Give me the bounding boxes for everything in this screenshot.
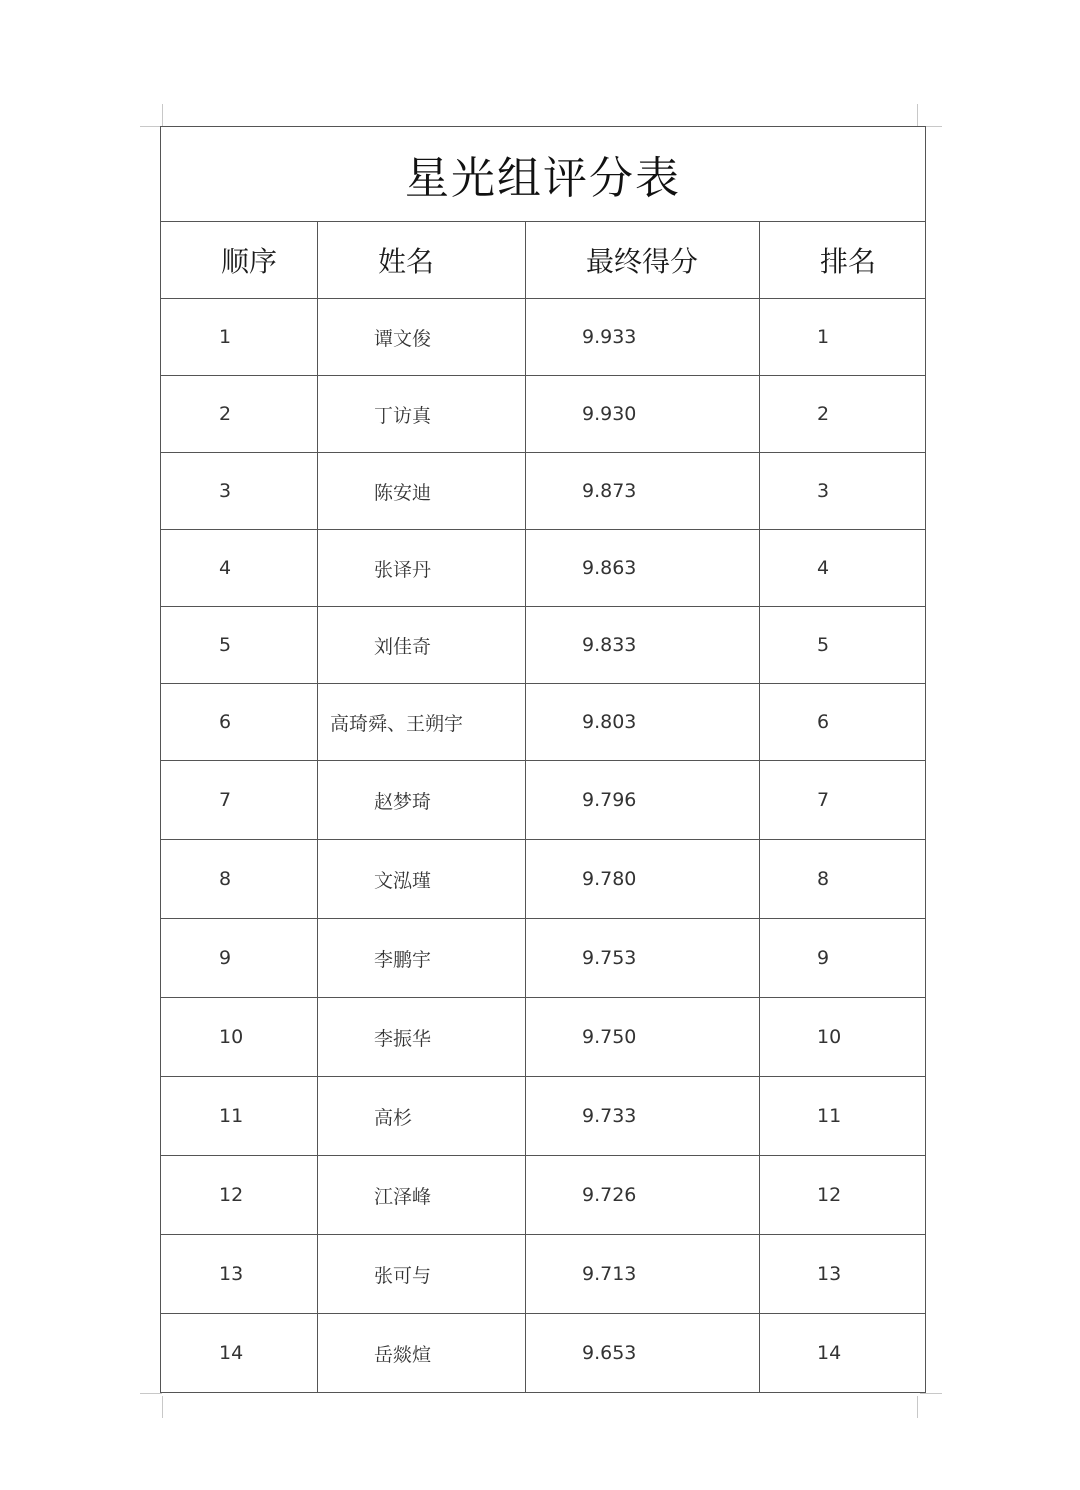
cell-seq: 2	[161, 376, 318, 453]
table-row	[161, 1077, 926, 1156]
cell-name: 李鹏宇	[318, 919, 526, 998]
crop-mark-bottom-left-h	[140, 1393, 162, 1394]
cell-name: 李振华	[318, 998, 526, 1077]
cell-score: 9.930	[526, 376, 760, 453]
table-row	[161, 761, 926, 840]
cell-rank: 9	[760, 919, 926, 998]
table-title: 星光组评分表	[161, 127, 926, 222]
cell-seq: 4	[161, 530, 318, 607]
table-row	[161, 530, 926, 607]
cell-rank: 5	[760, 607, 926, 684]
table-row	[161, 1235, 926, 1314]
cell-seq: 13	[161, 1235, 318, 1314]
header-seq: 顺序	[161, 222, 318, 299]
cell-seq: 9	[161, 919, 318, 998]
cell-seq: 5	[161, 607, 318, 684]
cell-score: 9.753	[526, 919, 760, 998]
cell-score: 9.726	[526, 1156, 760, 1235]
cell-score: 9.653	[526, 1314, 760, 1393]
cell-seq: 12	[161, 1156, 318, 1235]
crop-mark-bottom-right-h	[920, 1393, 942, 1394]
crop-mark-bottom-left-v	[162, 1396, 163, 1418]
cell-score: 9.863	[526, 530, 760, 607]
table-row	[161, 376, 926, 453]
table-row	[161, 1314, 926, 1393]
cell-seq: 10	[161, 998, 318, 1077]
cell-name: 赵梦琦	[318, 761, 526, 840]
cell-score: 9.803	[526, 684, 760, 761]
cell-rank: 11	[760, 1077, 926, 1156]
cell-rank: 10	[760, 998, 926, 1077]
crop-mark-top-right-v	[917, 104, 918, 126]
table-row	[161, 998, 926, 1077]
cell-score: 9.933	[526, 299, 760, 376]
crop-mark-top-left-v	[162, 104, 163, 126]
cell-seq: 14	[161, 1314, 318, 1393]
cell-seq: 6	[161, 684, 318, 761]
table-row	[161, 607, 926, 684]
cell-score: 9.873	[526, 453, 760, 530]
header-rank: 排名	[760, 222, 926, 299]
table-row	[161, 453, 926, 530]
cell-name: 文泓瑾	[318, 840, 526, 919]
cell-rank: 4	[760, 530, 926, 607]
cell-name: 谭文俊	[318, 299, 526, 376]
table-row	[161, 684, 926, 761]
cell-score: 9.733	[526, 1077, 760, 1156]
table-row	[161, 840, 926, 919]
cell-name: 张译丹	[318, 530, 526, 607]
cell-score: 9.833	[526, 607, 760, 684]
table-row	[161, 919, 926, 998]
crop-mark-top-left-h	[140, 126, 162, 127]
cell-name: 陈安迪	[318, 453, 526, 530]
cell-name: 江泽峰	[318, 1156, 526, 1235]
cell-rank: 8	[760, 840, 926, 919]
cell-rank: 7	[760, 761, 926, 840]
table-row	[161, 299, 926, 376]
cell-score: 9.780	[526, 840, 760, 919]
cell-seq: 3	[161, 453, 318, 530]
title-row	[161, 127, 926, 222]
cell-seq: 7	[161, 761, 318, 840]
cell-rank: 14	[760, 1314, 926, 1393]
cell-rank: 3	[760, 453, 926, 530]
header-name: 姓名	[318, 222, 526, 299]
cell-name: 张可与	[318, 1235, 526, 1314]
cell-name: 高琦舜、王朔宇	[318, 684, 526, 761]
cell-score: 9.750	[526, 998, 760, 1077]
cell-seq: 1	[161, 299, 318, 376]
cell-name: 岳燚煊	[318, 1314, 526, 1393]
table-row	[161, 1156, 926, 1235]
score-table	[160, 126, 926, 1393]
cell-rank: 12	[760, 1156, 926, 1235]
cell-seq: 11	[161, 1077, 318, 1156]
cell-name: 高杉	[318, 1077, 526, 1156]
cell-rank: 1	[760, 299, 926, 376]
cell-name: 刘佳奇	[318, 607, 526, 684]
cell-seq: 8	[161, 840, 318, 919]
header-row	[161, 222, 926, 299]
cell-rank: 6	[760, 684, 926, 761]
cell-score: 9.713	[526, 1235, 760, 1314]
header-score: 最终得分	[526, 222, 760, 299]
cell-rank: 13	[760, 1235, 926, 1314]
crop-mark-bottom-right-v	[917, 1396, 918, 1418]
cell-rank: 2	[760, 376, 926, 453]
cell-name: 丁访真	[318, 376, 526, 453]
cell-score: 9.796	[526, 761, 760, 840]
